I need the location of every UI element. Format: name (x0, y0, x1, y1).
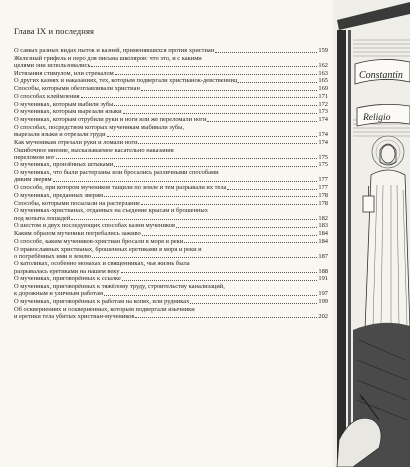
toc-entry-title: О других казнях и наказаниях, тех, которым подвергали христианок-девственниц (14, 77, 238, 85)
toc-leader-dots (121, 272, 318, 273)
toc-entry-title: Способы, которыми посылали на растерзание (14, 199, 140, 207)
toc-leader-dots (71, 219, 317, 220)
toc-leader-dots (104, 295, 317, 296)
toc-entry-title: разрывалась еретиками на нашем веку (14, 267, 120, 275)
toc-leader-dots (141, 90, 317, 91)
toc-entry-line (14, 207, 328, 214)
toc-entry-title: О способах клеймления (14, 92, 80, 100)
toc-leader-dots (142, 235, 318, 236)
toc-leader-dots (91, 66, 317, 67)
toc-entry-title: и еретики тела убитых христиан-мучеников (14, 312, 135, 320)
toc-entry-line (14, 101, 328, 108)
toc-entry-line (14, 47, 328, 54)
toc-entry-title: целями они использовались (14, 61, 91, 69)
toc-entries (14, 47, 328, 320)
toc-page-number: 178 (318, 199, 328, 207)
toc-entry (14, 85, 328, 92)
toc-entry-title: О католиках, особенно монахах и священниках, чья жизнь была (14, 260, 190, 268)
toc-entry-title: О мучениках, преданных зверям (14, 191, 104, 199)
toc-entry-line (14, 139, 328, 146)
toc-page-number: 184 (318, 237, 328, 245)
toc-entry-line (14, 230, 328, 237)
toc-page-number: 169 (318, 85, 328, 93)
toc-entry-title: Железный грифель и перо для письма школяров: что это, и с какими (14, 54, 202, 62)
toc-entry-line (14, 290, 328, 297)
toc-leader-dots (184, 242, 317, 243)
toc-entry-line (14, 184, 328, 191)
toc-page-number: 202 (318, 312, 328, 320)
toc-entry-title: Способы, которыми обезглавливали христиан (14, 85, 140, 93)
toc-page-number: 163 (318, 69, 328, 77)
toc-entry-title: вырезали языки и отрезали груди (14, 131, 106, 139)
toc-entry (14, 108, 328, 115)
toc-entry-title: О самых разных видах пыток и казней, применявшихся против христиан (14, 47, 215, 54)
toc-entry-line (14, 169, 328, 176)
toc-entry (14, 222, 328, 229)
toc-entry (14, 200, 328, 207)
toc-entry-line (14, 253, 328, 260)
toc-entry-line (14, 154, 328, 161)
toc-entry-line (14, 246, 328, 253)
toc-entry-title: Об осквернениях и оскверненных, которым подвергали язычники (14, 305, 195, 313)
toc-leader-dots (53, 181, 318, 182)
toc-page-number: 178 (318, 191, 328, 199)
toc-entry-line (14, 192, 328, 199)
toc-page-number: 162 (318, 61, 328, 69)
toc-entry-title: о погребённых ими в землю (14, 252, 92, 260)
toc-entry-title: под копыта лошадей (14, 214, 71, 222)
toc-entry-title: О мучениках, которым вырезали языки (14, 108, 122, 116)
toc-entry (14, 139, 328, 146)
toc-leader-dots (56, 158, 318, 159)
toc-entry-line (14, 238, 328, 245)
toc-entry-title: О способе, при котором мучеников тащили по земле и тем разрывали их тела (14, 184, 227, 192)
lantern (363, 196, 374, 212)
toc-entry-title: О мучениках-христианах, отданных на съедение крысам и брошенных (14, 207, 208, 215)
toc-entry-line (14, 283, 328, 290)
toc-page-number: 172 (318, 100, 328, 108)
toc-leader-dots (215, 52, 317, 53)
toc-page-number: 174 (318, 116, 328, 124)
toc-entry-title: О шестом и двух последующих способах казни мучеников (14, 222, 175, 230)
toc-entry-title: диким зверям (14, 176, 52, 184)
toc-page-number: 175 (318, 153, 328, 161)
toc-leader-dots (227, 189, 317, 190)
toc-entry-line (14, 200, 328, 207)
toc-leader-dots (115, 74, 318, 75)
toc-entry-title: О мучениках, пронзённых штыками (14, 161, 114, 169)
toc-leader-dots (123, 113, 318, 114)
toc-entry-line (14, 70, 328, 77)
toc-entry-title: О мучениках, приговорённых к работам на копях, или рудниках (14, 298, 190, 305)
toc-entry-line (14, 222, 328, 229)
toc-leader-dots (190, 303, 317, 304)
toc-entry (14, 260, 328, 274)
toc-entry (14, 230, 328, 237)
toc-entry-title: О способах, посредством которых мученикам выбивали зубы, (14, 123, 185, 131)
toc-leader-dots (92, 257, 317, 258)
toc-page-number: 159 (318, 47, 328, 54)
toc-leader-dots (138, 143, 317, 144)
toc-entry-line (14, 268, 328, 275)
banner-top-text: Constantin (359, 70, 403, 81)
toc-entry-line (14, 62, 328, 69)
toc-entry-line (14, 176, 328, 183)
engraving-illustration (333, 0, 410, 467)
toc-entry-title: О мучениках, приговорённых к тяжёлому труду, строительству канализаций, (14, 283, 225, 291)
toc-page-number: 173 (318, 108, 328, 116)
toc-leader-dots (141, 204, 317, 205)
toc-entry (14, 55, 328, 69)
toc-entry (14, 238, 328, 245)
toc-leader-dots (104, 196, 317, 197)
column-left (337, 30, 346, 467)
toc-page-number: 191 (318, 275, 328, 283)
chapter-heading: Глава IX и последняя (14, 26, 95, 36)
toc-entry-line (14, 260, 328, 267)
toc-page-number: 188 (318, 267, 328, 275)
toc-leader-dots (135, 317, 317, 318)
toc-entry (14, 93, 328, 100)
toc-leader-dots (207, 121, 317, 122)
toc-entry (14, 77, 328, 84)
toc-entry-title: к дорожным и уличным работам (14, 290, 104, 298)
toc-entry-line (14, 313, 328, 320)
toc-leader-dots (107, 136, 318, 137)
toc-page-number: 199 (318, 298, 328, 305)
toc-page-number: 184 (318, 230, 328, 238)
toc-entry-title: О способе, каким мучеников-христиан бросали в моря и реки (14, 237, 184, 245)
toc-page-number: 177 (318, 176, 328, 184)
toc-entry (14, 47, 328, 54)
toc-entry-line (14, 215, 328, 222)
toc-page-number: 165 (318, 77, 328, 85)
toc-page-number: 174 (318, 138, 328, 146)
toc-entry-title: Ошибочное мнение, высказываемое касательно наказания (14, 146, 174, 154)
toc-entry-title: Как мученикам отрезали руки и ломали ноги (14, 138, 138, 146)
figure-head (381, 145, 395, 163)
toc-entry-line (14, 77, 328, 84)
toc-entry (14, 70, 328, 77)
toc-entry (14, 246, 328, 260)
toc-entry (14, 147, 328, 161)
toc-entry (14, 169, 328, 183)
toc-entry-line (14, 275, 328, 282)
toc-entry (14, 275, 328, 282)
toc-entry-line (14, 131, 328, 138)
toc-entry-line (14, 108, 328, 115)
table-of-contents (14, 26, 328, 321)
toc-page-number: 187 (318, 252, 328, 260)
toc-leader-dots (114, 166, 317, 167)
toc-entry (14, 161, 328, 168)
toc-page-number: 174 (318, 131, 328, 139)
toc-entry-line (14, 147, 328, 154)
toc-page-number: 175 (318, 161, 328, 169)
toc-entry (14, 207, 328, 221)
toc-entry-title: О православных христианах, брошенных еретиками в моря и реки и (14, 245, 202, 253)
toc-entry (14, 116, 328, 123)
toc-entry-title: О мучениках, приговорённых к ссылке (14, 275, 121, 283)
toc-page-number: 182 (318, 214, 328, 222)
toc-entry-line (14, 124, 328, 131)
toc-entry (14, 283, 328, 297)
toc-entry-line (14, 161, 328, 168)
toc-entry (14, 184, 328, 191)
toc-page-number: 171 (318, 92, 328, 100)
toc-entry-line (14, 298, 328, 305)
toc-entry-line (14, 116, 328, 123)
toc-entry (14, 306, 328, 320)
toc-leader-dots (122, 280, 318, 281)
toc-page-number: 197 (318, 290, 328, 298)
toc-entry (14, 298, 328, 305)
toc-page-number: 183 (318, 222, 328, 230)
toc-entry-title: переломом ног (14, 153, 55, 161)
toc-entry-line (14, 93, 328, 100)
engraving-svg (333, 0, 410, 467)
toc-leader-dots (81, 97, 318, 98)
toc-page-number: 177 (318, 184, 328, 192)
toc-leader-dots (176, 227, 317, 228)
toc-entry-title: Истязания стимулом, или стрекалом (14, 69, 114, 77)
toc-entry-title: Каким образом мученики погребались заживо (14, 230, 141, 238)
toc-entry-title: О мучениках, которым отрубили руки и ноги или же переломали ноги (14, 116, 207, 124)
banner-mid-text: Religio (363, 113, 391, 123)
toc-entry-title: О мучениках, что были растерзаны или бросались различными способами (14, 169, 219, 177)
toc-entry-line (14, 306, 328, 313)
toc-entry (14, 101, 328, 108)
toc-leader-dots (114, 105, 317, 106)
toc-entry (14, 124, 328, 138)
toc-entry-line (14, 55, 328, 62)
toc-entry-line (14, 85, 328, 92)
toc-leader-dots (238, 82, 317, 83)
toc-entry-title: О мучениках, которым выбили зубы (14, 100, 114, 108)
toc-entry (14, 192, 328, 199)
